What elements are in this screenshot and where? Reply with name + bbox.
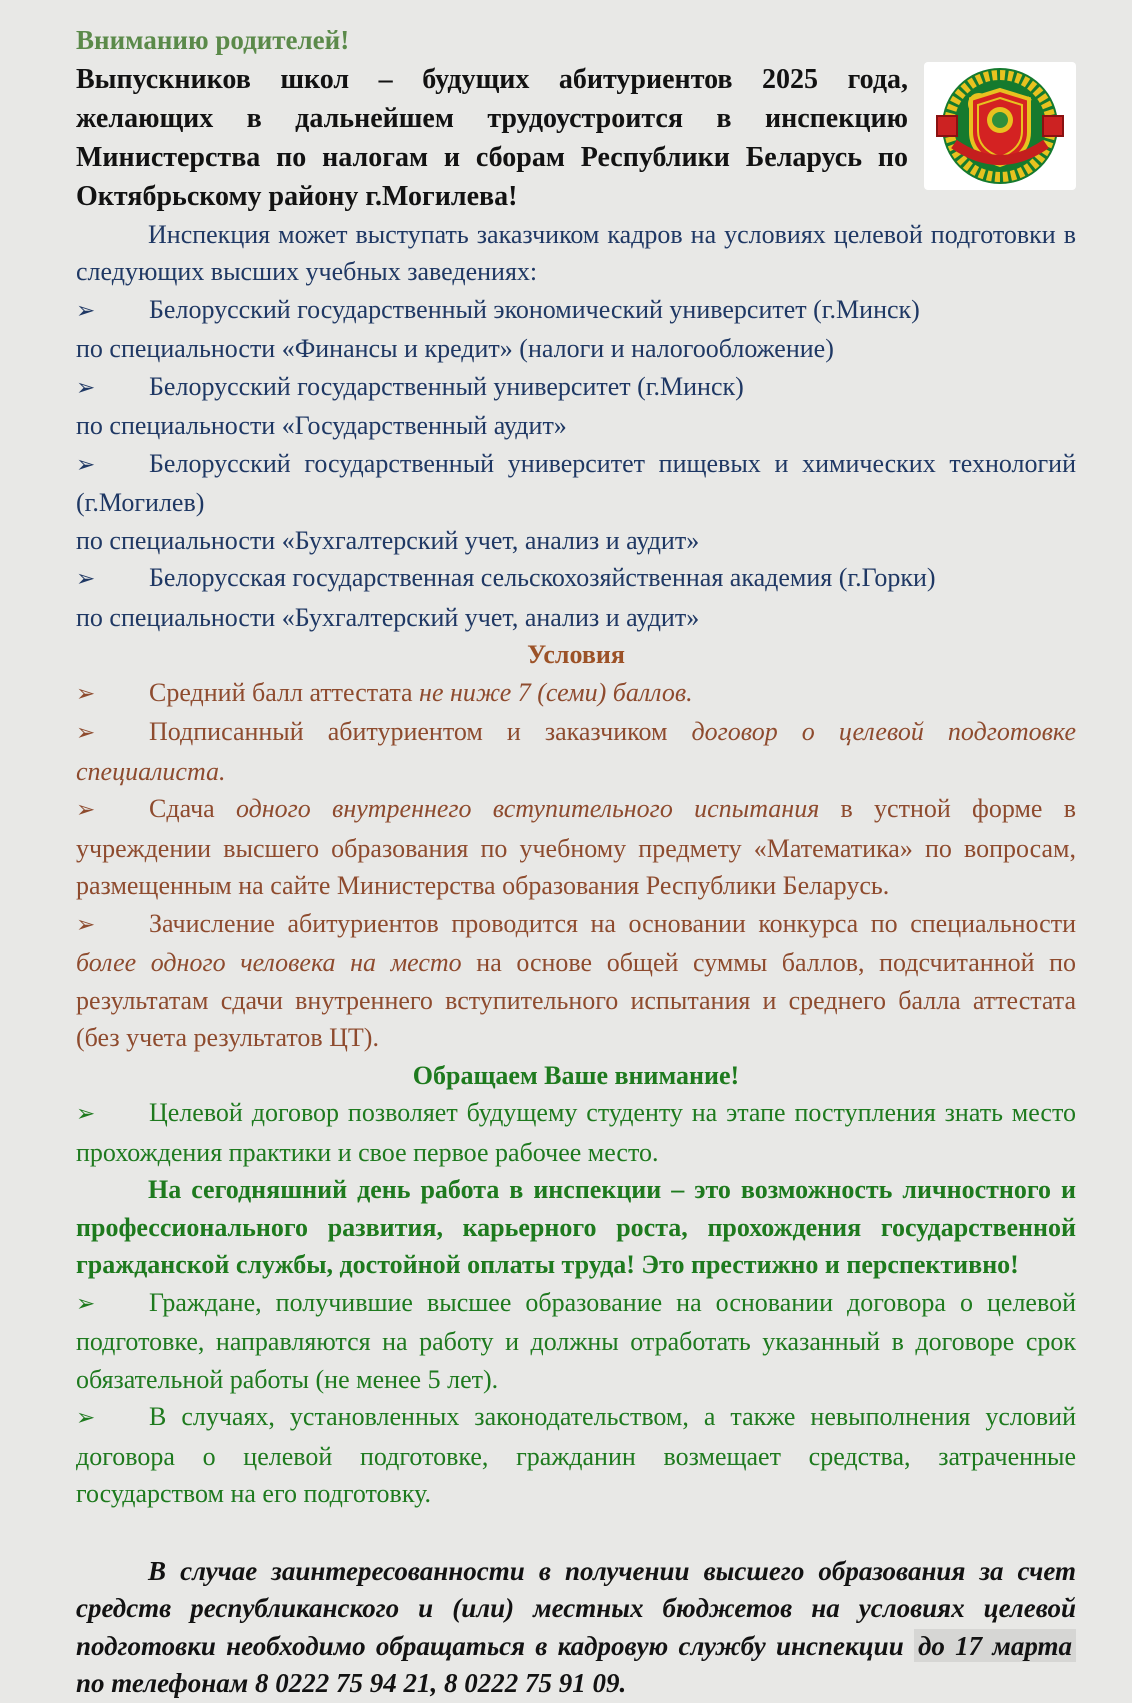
university-name: Белорусский государственный экономический университет (г.Минск): [149, 294, 920, 324]
condition-text-italic: не ниже 7 (семи) баллов.: [419, 677, 693, 707]
condition-text-italic: одного внутреннего вступительного испытания: [235, 794, 820, 823]
condition-text: Средний балл аттестата: [149, 677, 420, 707]
condition-item: [76, 790, 1076, 905]
arrow-bullet-icon: ➢: [76, 797, 96, 823]
condition-item: [76, 713, 1076, 790]
notice-bullet-text: В случаях, установленных законодательством, а также невыполнения условий договора о целевой подготовке, гражданин возмещает средства, затраченные государством на его подготовку.: [76, 1402, 1076, 1508]
university-name: Белорусский государственный университет (г.Минск): [149, 371, 744, 401]
arrow-bullet-icon: ➢: [76, 451, 96, 478]
notice-bullet: [76, 1284, 1076, 1399]
headline-paragraph: [76, 60, 1076, 216]
tax-ministry-emblem-icon: [924, 62, 1076, 190]
condition-text: на основе общей суммы баллов, подсчитанной по результатам сдачи внутреннего вступительного испытания и среднего балла аттестата (без учета результатов ЦТ).: [76, 948, 1076, 1052]
condition-item: [76, 674, 1076, 714]
arrow-bullet-icon: ➢: [76, 1290, 96, 1317]
arrow-bullet-icon: ➢: [76, 374, 96, 401]
notice-bullet: [76, 1398, 1076, 1513]
footer-paragraph: [76, 1553, 1076, 1703]
university-list: [76, 291, 1076, 637]
notice-bullet: [76, 1094, 1076, 1171]
university-name: Белорусская государственная сельскохозяйственная академия (г.Горки): [149, 563, 936, 592]
notice-bullet-text: Целевой договор позволяет будущему студенту на этапе поступления знать место прохождения практики и свое первое рабочее место.: [76, 1098, 1076, 1167]
condition-text-italic: более одного человека на место: [76, 948, 462, 977]
arrow-bullet-icon: ➢: [76, 720, 96, 746]
intro-paragraph: Инспекция может выступать заказчиком кадров на условиях целевой подготовки в следующих высших учебных заведениях:: [76, 219, 1076, 286]
condition-text: в устной форме в учреждении высшего образования по учебному предмету «Математика» по вопросам, размещенным на сайте Министерства образования Республики Беларусь.: [76, 794, 1076, 900]
condition-text-italic: договор о целевой подготовке специалиста.: [76, 717, 1076, 786]
conditions-title: Условия: [527, 640, 625, 669]
deadline-highlight: до 17 марта: [914, 1629, 1076, 1662]
phone-numbers: 8 0222 75 94 21, 8 0222 75 91 09.: [254, 1668, 627, 1698]
notice-bullet-text: Граждане, получившие высшее образование на основании договора о целевой подготовке, направляются на работу и должны отработать указанный в договоре срок обязательной работы (не менее 5 лет).: [76, 1287, 1076, 1394]
arrow-bullet-icon: ➢: [76, 566, 96, 592]
footer-text: по телефонам: [76, 1668, 255, 1698]
university-item: [76, 368, 1076, 408]
university-item: [76, 445, 1076, 522]
attention-heading: Вниманию родителей!: [76, 25, 350, 55]
arrow-bullet-icon: ➢: [76, 1101, 96, 1127]
conditions-list: [76, 674, 1076, 1057]
university-name: Белорусский государственный университет пищевых и химических технологий (г.Могилев): [76, 448, 1076, 517]
emphasis-paragraph: На сегодняшний день работа в инспекции – это возможность личностного и профессионального развития, карьерного роста, прохождения государственной гражданской службы, достойной оплаты труда! Это престижно и перспективно!: [76, 1175, 1076, 1279]
condition-text: Сдача: [149, 794, 236, 823]
headline-text: Выпускников школ – будущих абитуриентов 2025 года, желающих в дальнейшем трудоустроится в инспекцию Министерства по налогам и сборам Республики Беларусь по Октябрьскому району г.Могилева!: [76, 63, 908, 212]
university-specialty: по специальности «Бухгалтерский учет, анализ и аудит»: [76, 525, 700, 555]
condition-item: [76, 905, 1076, 1057]
arrow-bullet-icon: ➢: [76, 297, 96, 324]
condition-text: Подписанный абитуриентом и заказчиком: [149, 717, 692, 746]
notice-title: Обращаем Ваше внимание!: [412, 1060, 740, 1090]
arrow-bullet-icon: ➢: [76, 911, 96, 938]
university-specialty: по специальности «Государственный аудит»: [76, 411, 567, 440]
university-specialty: по специальности «Бухгалтерский учет, анализ и аудит»: [76, 602, 700, 632]
condition-text: Зачисление абитуриентов проводится на основании конкурса по специальности: [149, 908, 1076, 938]
footer-text: В случае заинтересованности в получении высшего образования за счет средств республиканского и (или) местных бюджетов на условиях целевой подготовки необходимо обращаться в кадровую службу инспекции: [76, 1555, 1076, 1661]
university-item: [76, 559, 1076, 599]
university-specialty: по специальности «Финансы и кредит» (налоги и налогообложение): [76, 334, 834, 363]
arrow-bullet-icon: ➢: [76, 680, 96, 707]
arrow-bullet-icon: ➢: [76, 1405, 96, 1431]
university-item: [76, 291, 1076, 331]
